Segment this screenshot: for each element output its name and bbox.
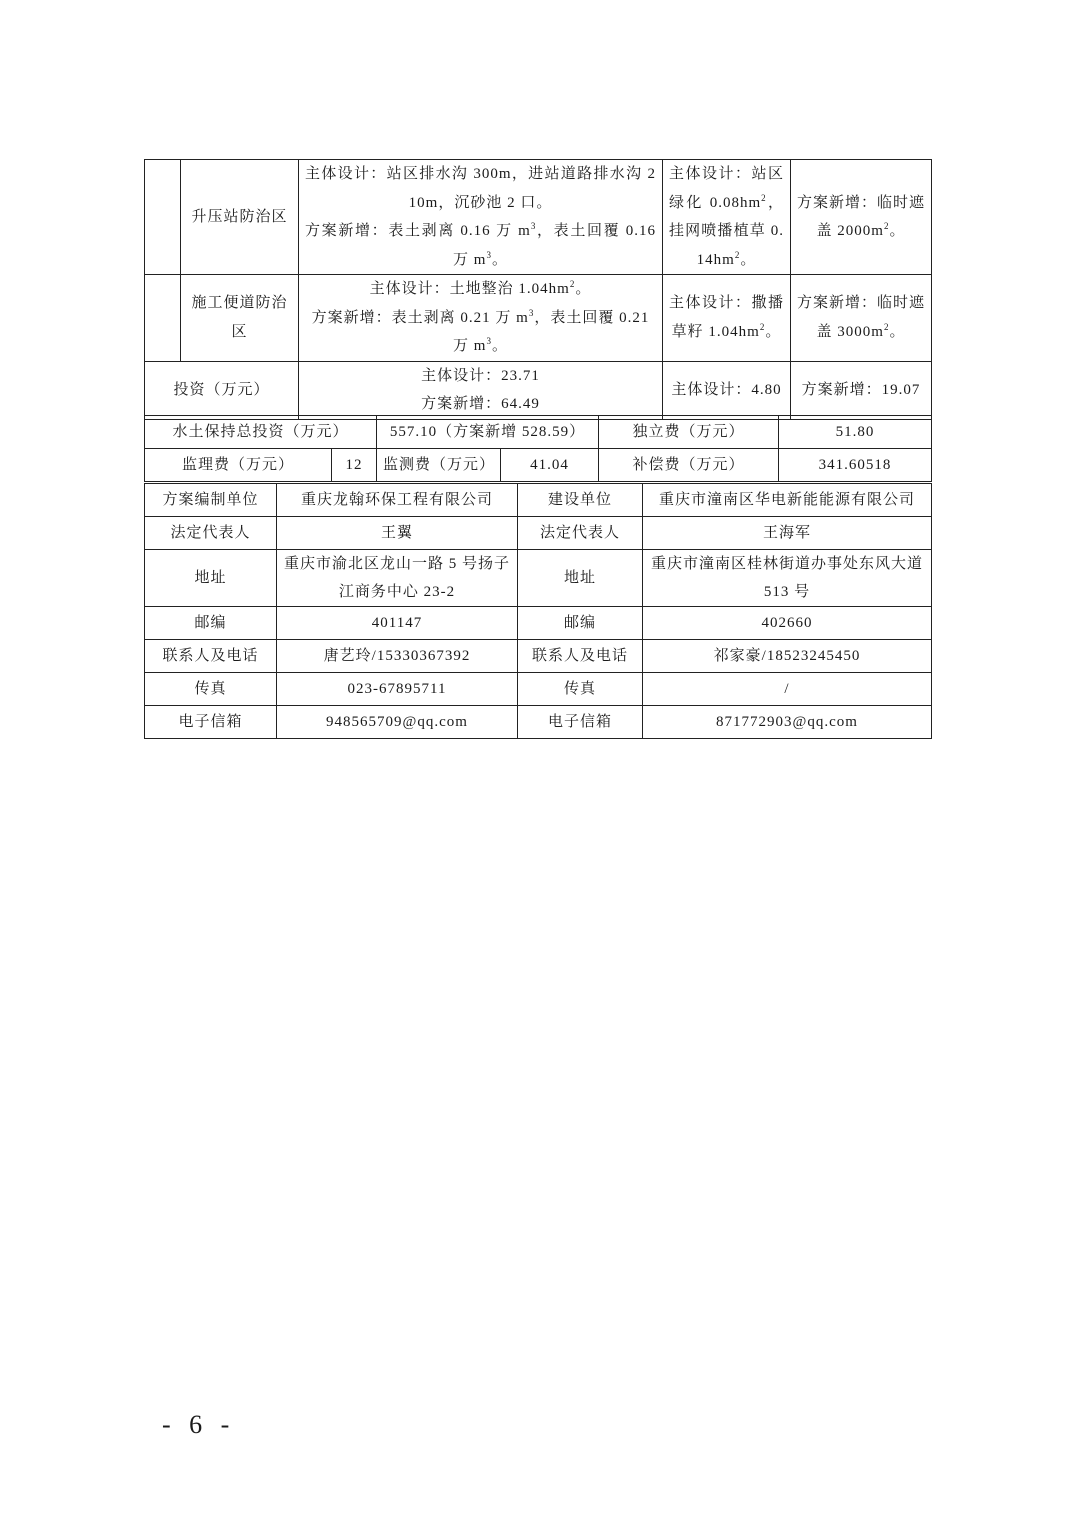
plant-measures: 主体设计：站区绿化 $0.08hm^2$，挂网喷播植草 $0.14hm^2$。 — [663, 160, 791, 275]
contact-label: 联系人及电话 — [518, 640, 643, 673]
contact-label: 建设单位 — [518, 484, 643, 517]
investment-label: 投资（万元） — [145, 361, 299, 419]
contact-value: 重庆市渝北区龙山一路 5 号扬子江商务中心 23-2 — [277, 550, 518, 607]
contact-value: 重庆市潼南区华电新能能源有限公司 — [643, 484, 932, 517]
contact-row — [145, 517, 932, 550]
independent-fee-label: 独立费（万元） — [599, 416, 779, 449]
contact-label: 邮编 — [518, 607, 643, 640]
page-number: - 6 - — [162, 1410, 236, 1439]
contact-label: 传真 — [145, 673, 277, 706]
contact-label: 电子信箱 — [145, 706, 277, 739]
total-investment-label: 水土保持总投资（万元） — [145, 416, 377, 449]
independent-fee-value: 51.80 — [779, 416, 932, 449]
engineering-investment: 主体设计：23.71 方案新增：64.49 — [299, 361, 663, 419]
contact-value: 871772903@qq.com — [643, 706, 932, 739]
contact-row — [145, 607, 932, 640]
zone-name: 升压站防治区 — [181, 160, 299, 275]
contact-row — [145, 640, 932, 673]
contact-label: 传真 — [518, 673, 643, 706]
contact-label: 法定代表人 — [145, 517, 277, 550]
contact-label: 方案编制单位 — [145, 484, 277, 517]
contact-label: 邮编 — [145, 607, 277, 640]
engineering-measures: 主体设计：站区排水沟 300m，进站道路排水沟 210m，沉砂池 2 口。 方案新增：表土剥离 0.16 万 $m^3$，表土回覆 0.16 万 $m^3$。 — [299, 160, 663, 275]
contact-row — [145, 673, 932, 706]
cost-table — [144, 415, 932, 482]
compensation-fee-value: 341.60518 — [779, 449, 932, 482]
zone-name: 施工便道防治区 — [181, 275, 299, 362]
section-merged-cell — [145, 160, 181, 275]
contact-value: 王翼 — [277, 517, 518, 550]
temporary-measures: 方案新增：临时遮盖 $3000m^2$。 — [791, 275, 932, 362]
contact-label: 电子信箱 — [518, 706, 643, 739]
contact-label: 地址 — [145, 550, 277, 607]
contact-row — [145, 484, 932, 517]
contact-label: 地址 — [518, 550, 643, 607]
supervision-fee-value: 12 — [332, 449, 377, 482]
monitoring-fee-value: 41.04 — [501, 449, 599, 482]
contact-table — [144, 483, 932, 739]
contact-value: 重庆龙翰环保工程有限公司 — [277, 484, 518, 517]
contact-value: 948565709@qq.com — [277, 706, 518, 739]
contact-row — [145, 706, 932, 739]
plant-investment: 主体设计：4.80 — [663, 361, 791, 419]
compensation-fee-label: 补偿费（万元） — [599, 449, 779, 482]
contact-value: 401147 — [277, 607, 518, 640]
section-merged-cell — [145, 275, 181, 362]
engineering-measures: 主体设计：土地整治 $1.04hm^2$。 方案新增：表土剥离 0.21 万 $m^3$，表土回覆 0.21 万 $m^3$。 — [299, 275, 663, 362]
contact-value: 402660 — [643, 607, 932, 640]
temporary-investment: 方案新增：19.07 — [791, 361, 932, 419]
contact-value: 唐艺玲/15330367392 — [277, 640, 518, 673]
contact-label: 联系人及电话 — [145, 640, 277, 673]
contact-value: / — [643, 673, 932, 706]
contact-value: 王海军 — [643, 517, 932, 550]
contact-label: 法定代表人 — [518, 517, 643, 550]
temporary-measures: 方案新增：临时遮盖 $2000m^2$。 — [791, 160, 932, 275]
plant-measures: 主体设计：撒播草籽 $1.04hm^2$。 — [663, 275, 791, 362]
contact-value: 祁家豪/18523245450 — [643, 640, 932, 673]
contact-row — [145, 550, 932, 607]
contact-value: 023-67895711 — [277, 673, 518, 706]
measures-table — [144, 159, 932, 420]
monitoring-fee-label: 监测费（万元） — [377, 449, 501, 482]
supervision-fee-label: 监理费（万元） — [145, 449, 332, 482]
contact-value: 重庆市潼南区桂林街道办事处东风大道 513 号 — [643, 550, 932, 607]
total-investment-value: 557.10（方案新增 528.59） — [377, 416, 599, 449]
